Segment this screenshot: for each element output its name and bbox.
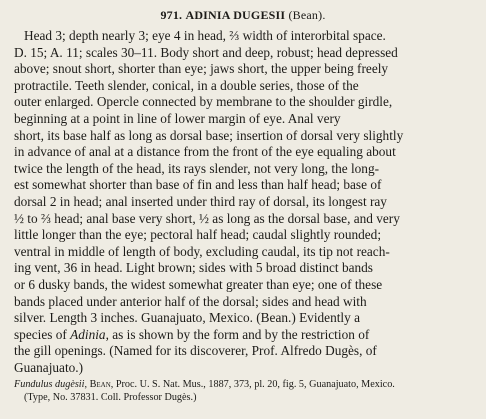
description-line: silver. Length 3 inches. Guanajuato, Mexico. (Bean.) Evidently a	[14, 310, 360, 326]
description-line: protractile. Teeth slender, conical, in a double series, those of the	[14, 77, 359, 93]
description-line: twice the length of the head, its rays slender, not very long, the long-	[14, 160, 380, 176]
species-number: 971.	[160, 8, 183, 22]
description-line: dorsal 2 in head; anal inserted under third ray of dorsal, its longest ray	[14, 193, 387, 209]
species-name: ADINIA DUGESII	[185, 8, 286, 22]
description-line: above; snout short, shorter than eye; jaws short, the upper being freely	[14, 61, 389, 77]
description-line: little longer than the eye; pectoral half head; caudal slightly rounded;	[14, 227, 382, 243]
line-suffix: , as is shown by the form and by the restriction of	[105, 326, 370, 342]
description-line: short, its base half as long as dorsal base; insertion of dorsal very slightly	[14, 127, 404, 143]
line-prefix: species of	[14, 326, 71, 342]
description-line: outer enlarged. Opercle connected by membrane to the shoulder girdle,	[14, 94, 393, 110]
description-line-genus	[14, 327, 478, 344]
description-line: est somewhat shorter than base of fin and less than half head; base of	[14, 177, 382, 193]
species-heading	[0, 8, 486, 23]
description-line: Guanajuato.)	[14, 359, 84, 375]
species-description	[14, 28, 478, 376]
description-line: bands placed under anterior half of the dorsal; sides and head with	[14, 293, 367, 309]
species-author: (Bean).	[288, 8, 326, 22]
description-line: beginning at a point in line of lower margin of eye. Anal very	[14, 110, 341, 126]
genus-name: Adinia	[70, 326, 106, 342]
description-line: ½ to ⅔ head; anal base very short, ½ as long as the dorsal base, and very	[14, 210, 400, 226]
synonym-name: Fundulus dugèsii	[14, 379, 85, 390]
description-line: in advance of anal at a distance from the front of the eye equaling about	[14, 144, 396, 160]
type-line: (Type, No. 37831. Coll. Professor Dugès.)	[24, 392, 197, 403]
description-line: ventral in middle of length of body, excluding caudal, its tip not reach-	[14, 243, 390, 259]
description-line: the gill openings. (Named for its discoverer, Prof. Alfredo Dugès, of	[14, 343, 377, 359]
description-line: Head 3; depth nearly 3; eye 4 in head, ⅔ width of interorbital space.	[24, 28, 386, 43]
description-line: ing vent, 36 in head. Light brown; sides with 5 broad distinct bands	[14, 260, 373, 276]
description-line: or 6 dusky bands, the widest somewhat greater than eye; one of these	[14, 276, 383, 292]
reference-citation: , Proc. U. S. Nat. Mus., 1887, 373, pl. 20, fig. 5, Guanajuato, Mexico.	[110, 379, 395, 390]
description-line: D. 15; A. 11; scales 30–11. Body short and deep, robust; head depressed	[14, 44, 398, 60]
reference-line: Fundulus dugèsii, Bean, Proc. U. S. Nat. Mus., 1887, 373, pl. 20, fig. 5, Guanajuato, Mexico.	[14, 379, 395, 390]
reference-author: Bean	[89, 379, 111, 390]
synonymy-reference	[14, 378, 478, 404]
